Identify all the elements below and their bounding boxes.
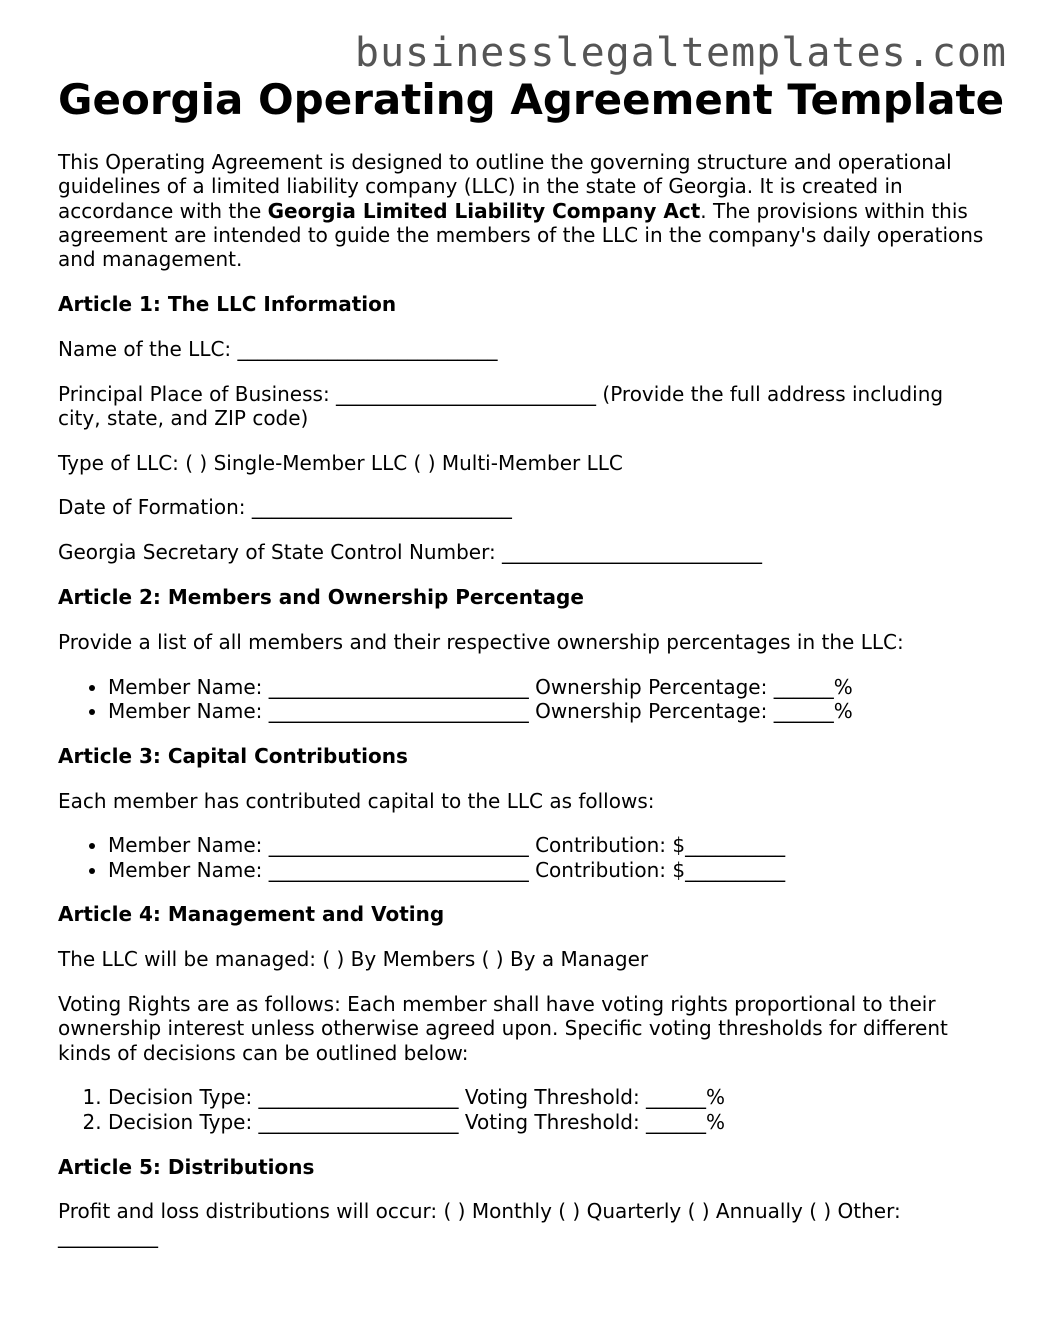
ownership-item: • Member Name: __________________________ Ownership Percentage: ______% [108,675,988,699]
article-3-heading: Article 3: Capital Contributions [58,743,408,768]
voting-rights-text: Voting Rights are as follows: Each member shall have voting rights proportional to their ownership interest unless otherwise agreed upon. Specific voting thresholds for different kinds of decisions can be outlined below: [58,992,948,1065]
distributions-field: Profit and loss distributions will occur: ( ) Monthly ( ) Quarterly ( ) Annually ( ) Other: __________ [58,1199,901,1248]
ownership-list [58,675,988,724]
ownership-item: • Member Name: __________________________ Ownership Percentage: ______% [108,699,988,723]
contribution-item: • Member Name: __________________________ Contribution: $__________ [108,858,988,882]
decision-list [58,1085,988,1134]
formation-date-field: Date of Formation: __________________________ [58,495,512,520]
principal-place-field: Principal Place of Business: __________________________ (Provide the full address including city, state, and ZIP code) [58,381,944,430]
article-4-heading: Article 4: Management and Voting [58,902,445,927]
contribution-list [58,833,988,882]
intro-paragraph [58,150,988,271]
document-page [58,74,1005,1268]
decision-item: 1. Decision Type: ____________________ Voting Threshold: ______% [108,1085,988,1109]
article-5-heading: Article 5: Distributions [58,1154,315,1179]
intro-text-after: . The provisions within this agreement are intended to guide the members of the LLC in the company's daily operations and management. [58,198,984,272]
document-title: Georgia Operating Agreement Template [58,75,1005,124]
contribution-item: • Member Name: __________________________ Contribution: $__________ [108,833,988,857]
watermark: businesslegaltemplates.com [354,30,1007,76]
article-3-text: Each member has contributed capital to the LLC as follows: [58,788,655,813]
article-1-heading: Article 1: The LLC Information [58,291,397,316]
management-field: The LLC will be managed: ( ) By Members ( ) By a Manager [58,947,649,972]
article-2-text: Provide a list of all members and their respective ownership percentages in the LLC: [58,629,904,654]
llc-type-field: Type of LLC: ( ) Single-Member LLC ( ) Multi-Member LLC [58,450,623,475]
control-number-field: Georgia Secretary of State Control Number: __________________________ [58,540,763,565]
intro-text-before: This Operating Agreement is designed to outline the governing structure and operational guidelines of a limited liability company (LLC) in the state of Georgia. It is created in accordance with the [58,150,952,223]
decision-item: 2. Decision Type: ____________________ Voting Threshold: ______% [108,1110,988,1134]
intro-act-name: Georgia Limited Liability Company Act [267,198,701,223]
llc-name-field: Name of the LLC: __________________________ [58,336,498,361]
article-2-heading: Article 2: Members and Ownership Percentage [58,585,584,610]
